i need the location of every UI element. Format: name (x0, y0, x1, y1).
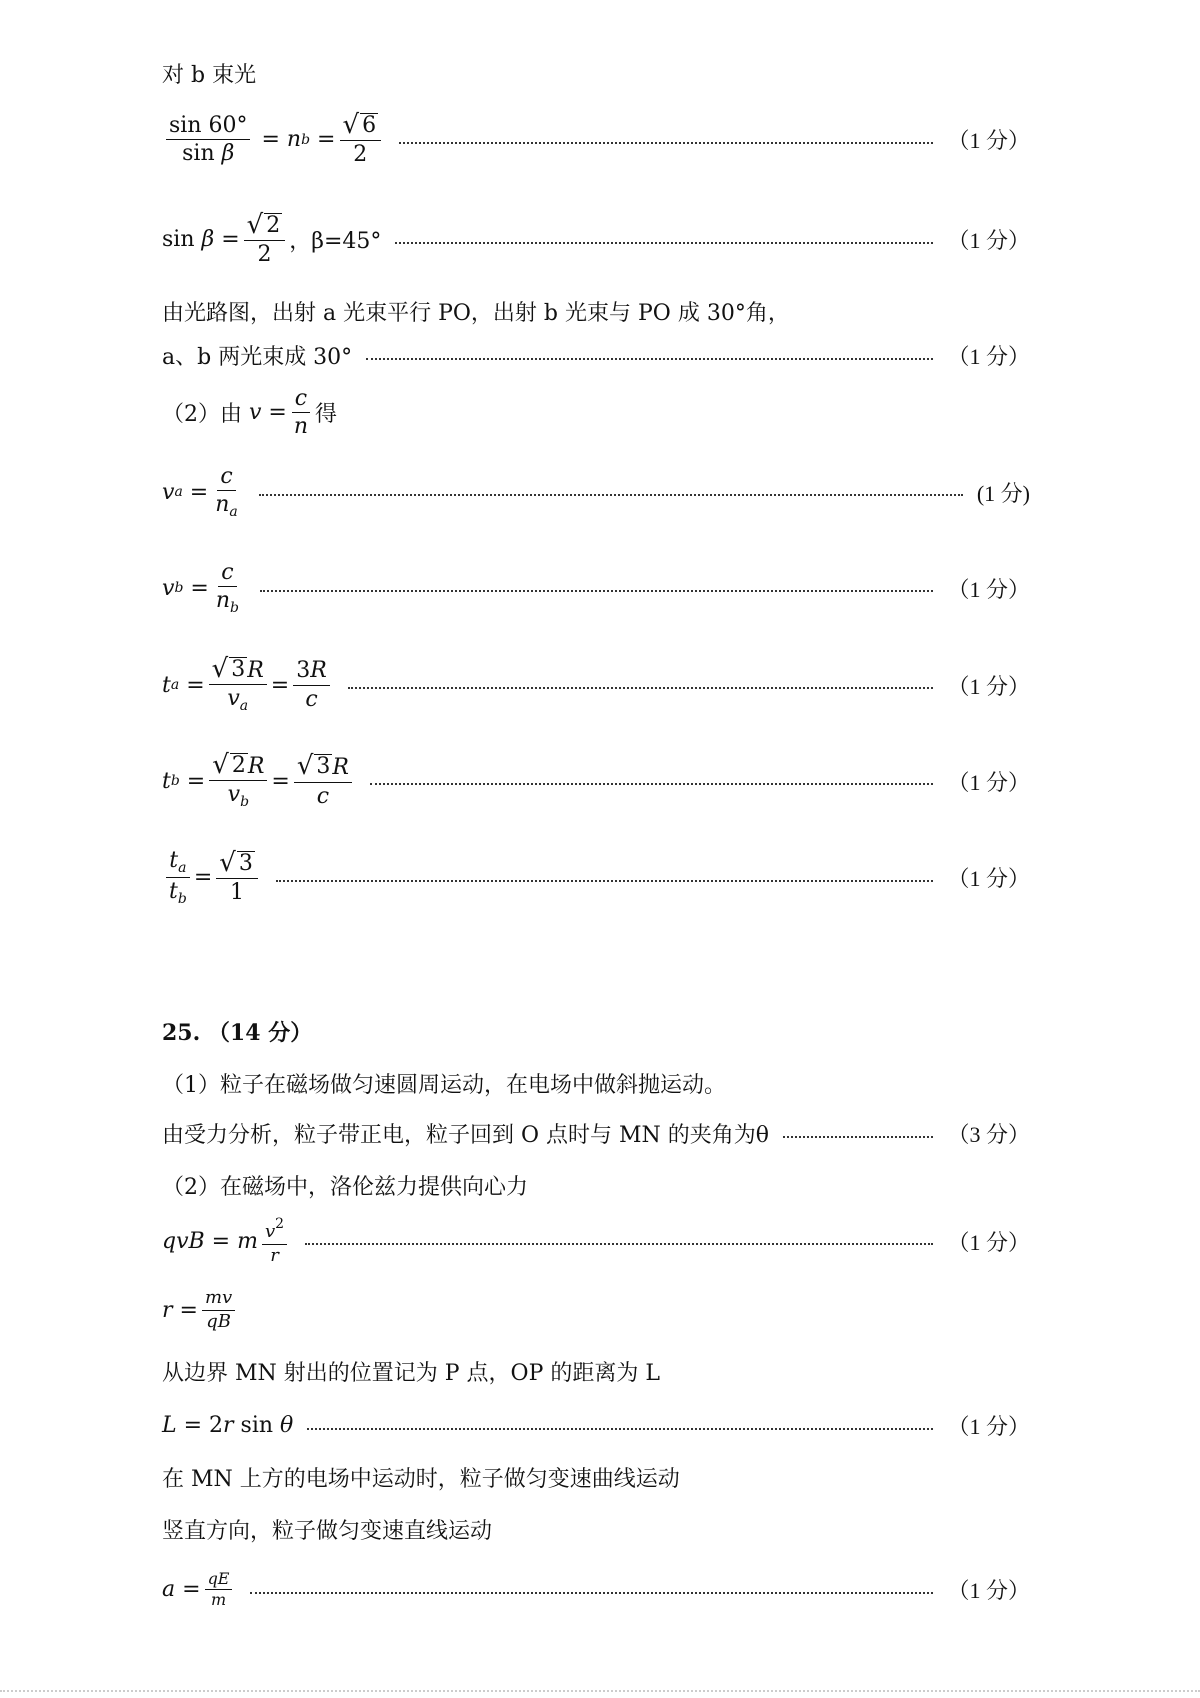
text-line-13: （1）粒子在磁场做匀速圆周运动，在电场中做斜抛运动。 (162, 1073, 726, 1098)
equation-ratio: $\frac{t_a}{t_b}$ = √ 3 1 (162, 848, 262, 907)
equation-line-10 (162, 752, 1030, 810)
score-label: （1 分） (947, 769, 1030, 795)
text-line-1: 对 b 束光 (162, 63, 257, 88)
score-label: （1 分） (947, 866, 1030, 892)
text-line-15: （2）在磁场中，洛伦兹力提供向心力 (162, 1175, 528, 1200)
score-label: （1 分） (947, 576, 1030, 602)
text-line-21: 竖直方向，粒子做匀变速直线运动 (162, 1519, 493, 1544)
equation-line-8 (162, 560, 1030, 616)
text-line-20: 在 MN 上方的电场中运动时，粒子做匀变速曲线运动 (162, 1467, 680, 1492)
equation-va: v a = $\frac{c}{n_a}$ (162, 464, 238, 521)
score-label: (1 分) (976, 480, 1030, 506)
text-force-analysis: 由受力分析，粒子带正电，粒子回到 O 点时与 MN 的夹角为θ (162, 1123, 770, 1148)
text-line-14 (162, 1118, 1030, 1149)
dot-leader (260, 590, 934, 592)
dot-leader (307, 1428, 933, 1430)
text-line-5 (162, 340, 1030, 371)
score-label: （1 分） (947, 1414, 1030, 1439)
question-heading: 25. （14 分） (162, 1020, 313, 1046)
equation-line-19 (162, 1410, 1030, 1441)
equation-line-16 (162, 1216, 1030, 1266)
equation-radius: r = $\frac{mv}{qB}$ (162, 1288, 239, 1332)
dot-leader (783, 1136, 933, 1138)
equation-vb: v b = $\frac{c}{n_b}$ (162, 560, 239, 617)
dot-leader (370, 783, 933, 785)
equation-line-7 (162, 464, 1030, 520)
equation-ta: t a = √ 3 R $v_a$ = $\frac{3R}{c}$ (162, 656, 334, 714)
text-suffix: 得 (315, 402, 338, 428)
equation-sin60: $\frac{\sin 60^\circ}{\text{sin β}}$ = n b = √ 6 2 (162, 112, 385, 168)
equation-tb: t b = √ 2 R $v_b$ = √ 3 R c (162, 752, 356, 810)
equation-line-17 (162, 1288, 239, 1332)
equation-L: L = 2 r sin θ (162, 1413, 294, 1438)
equation-line-11 (162, 848, 1030, 907)
page-bottom-edge (0, 1690, 1200, 1692)
dot-leader (399, 142, 933, 144)
equation-line-9 (162, 656, 1030, 714)
text-line-18: 从边界 MN 射出的位置记为 P 点，OP 的距离为 L (162, 1361, 660, 1386)
text-line-6: （2）由 v = $\frac{c}{n}$ 得 (162, 386, 338, 440)
score-label: （1 分） (947, 1578, 1030, 1604)
equation-line-3 (162, 212, 1030, 268)
text-prefix: （2）由 (162, 402, 242, 428)
equation-acceleration: a = $\frac{qE}{m}$ (162, 1570, 236, 1610)
dot-leader (259, 494, 963, 496)
score-label: （1 分） (947, 228, 1030, 254)
score-label: （3 分） (947, 1122, 1030, 1147)
dot-leader (366, 358, 933, 360)
score-label: （1 分） (947, 673, 1030, 699)
equation-sinbeta: sin β = √ 2 2 ，β=45° (162, 210, 382, 268)
dot-leader (276, 880, 934, 882)
text-a-b-angle: a、b 两光束成 30° (162, 345, 353, 370)
beta-value-text: ，β=45° (289, 229, 382, 255)
score-label: （1 分） (947, 128, 1030, 154)
equation-line-22 (162, 1570, 1030, 1610)
equation-line-2 (162, 112, 1030, 168)
score-label: （1 分） (947, 344, 1030, 369)
dot-leader (250, 1592, 933, 1594)
score-label: （1 分） (947, 1229, 1030, 1255)
text-line-4: 由光路图，出射 a 光束平行 PO，出射 b 光束与 PO 成 30°角， (162, 301, 790, 326)
dot-leader (395, 242, 933, 244)
dot-leader (348, 687, 934, 689)
dot-leader (305, 1243, 933, 1245)
equation-lorentz: qvB = m $\frac{v^2}{r}$ (162, 1216, 291, 1266)
